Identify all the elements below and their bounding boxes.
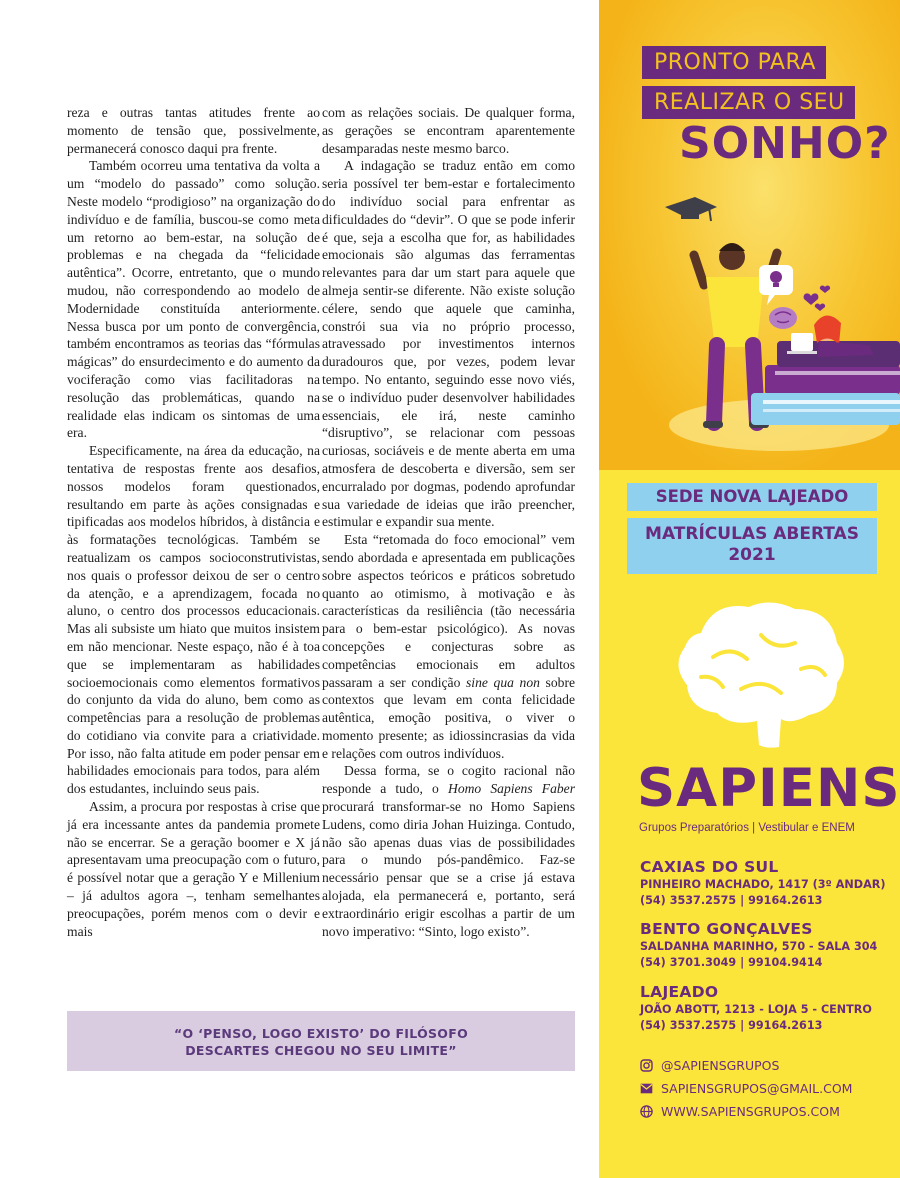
location-city: CAXIAS DO SUL xyxy=(640,858,779,876)
location-details xyxy=(640,877,885,908)
article-column-1 xyxy=(67,104,320,940)
location-phone: (54) 3701.3049 | 99104.9414 xyxy=(640,955,823,969)
location-address: PINHEIRO MACHADO, 1417 (3º ANDAR) xyxy=(640,878,886,891)
paragraph-text: Esta “retomada do foco emocional” vem sendo abordada e apresentada em publicações sobre aspectos teóricos e práticos sobretudo quanto ao otimismo, à motivação e às características da resiliência (tão necessária para o bem-estar psicológico). As novas concepções e conjecturas sobre as competências emocionais em adultos passaram a ser condição xyxy=(322,532,575,690)
location-phone: (54) 3537.2575 | 99164.2613 xyxy=(640,1018,823,1032)
paragraph xyxy=(322,762,575,940)
sapiens-advertisement xyxy=(599,0,900,1178)
headline-pill-1: PRONTO PARA xyxy=(642,46,826,79)
paragraph: reza e outras tantas atitudes frente ao momento de tensão que, possivelmente, permanecerá conosco daqui pra frente. xyxy=(67,105,320,156)
location-address: SALDANHA MARINHO, 570 - SALA 304 xyxy=(640,940,878,953)
headline-pill-2: REALIZAR O SEU xyxy=(642,86,855,119)
pull-quote xyxy=(67,1025,575,1059)
pull-quote-box xyxy=(67,1011,575,1071)
instagram-handle[interactable]: @SAPIENSGRUPOS xyxy=(661,1058,780,1073)
instagram-contact[interactable] xyxy=(640,1058,779,1073)
location-city: LAJEADO xyxy=(640,983,719,1001)
paragraph-text: sobre contextos que levam em conta felicidade autêntica, emoção positiva, o viver o momento presente; as idiossincrasias da vida e relações com outros indivíduos. xyxy=(322,674,576,761)
email-icon xyxy=(640,1083,653,1094)
paragraph-text: Dessa forma, se o cogito racional não responde a tudo, o xyxy=(322,763,575,797)
paragraph: com as relações sociais. De qualquer forma, as gerações se encontram aparentemente desamparadas neste mesmo barco. xyxy=(322,105,575,156)
location-details xyxy=(640,1002,872,1033)
paragraph: Assim, a procura por respostas à crise que já era incessante antes da pandemia promete não se encerrar. Se a geração boomer e X já apresentavam uma preocupação com o futuro, é possível notar que a geração Y e Millenium – já adultos agora –, tenham semelhantes preocupações, porém menos com o devir e mais xyxy=(67,799,320,939)
brand-tagline: Grupos Preparatórios | Vestibular e ENEM xyxy=(639,822,855,834)
headline-sonho: SONHO? xyxy=(679,118,891,169)
location-address: JOÃO ABOTT, 1213 - LOJA 5 - CENTRO xyxy=(640,1003,872,1016)
paragraph xyxy=(322,531,575,762)
location-city: BENTO GONÇALVES xyxy=(640,920,813,938)
location-phone: (54) 3537.2575 | 99164.2613 xyxy=(640,893,823,907)
pull-quote-line: “O ‘PENSO, LOGO EXISTO’ DO FILÓSOFO xyxy=(173,1026,468,1041)
paragraph: A indagação se traduz então em como seria possível ter bem-estar e fortalecimento do indivíduo social para enfrentar as dificuldades do “devir”. O que se pode inferir é que, seja a escolha que for, as habilidades emocionais são algumas das ferramentas relevantes para dar um start para aquele que almeja sentir-se diferente. Não existe solução célere, sendo que aquele que caminha, constrói sua via no próprio processo, atravessado por investimentos internos duradouros que, por vezes, podem levar tempo. No entanto, seguindo esse novo viés, se o indivíduo puder desenvolver habilidades essenciais, ele irá, neste caminho “disruptivo”, se relacionar com pessoas curiosas, sociáveis e de mente aberta em uma atmosfera de descoberta e diversão, sem ser encurralado por dogmas, podendo aprofundar sua variedade de ideias que irão preencher, estimular e expandir sua mente. xyxy=(322,158,575,530)
email-contact[interactable] xyxy=(640,1081,852,1096)
pull-quote-line: DESCARTES CHEGOU NO SEU LIMITE” xyxy=(185,1043,457,1058)
globe-icon xyxy=(640,1105,653,1118)
matriculas-badge xyxy=(627,518,877,574)
matriculas-line: MATRÍCULAS ABERTAS xyxy=(645,524,859,544)
latin-term: sine qua non xyxy=(466,674,540,690)
website-url[interactable]: WWW.SAPIENSGRUPOS.COM xyxy=(661,1104,840,1119)
paragraph: Especificamente, na área da educação, na tentativa de respostas frente aos desafios, nossos modelos foram questionados, resultando em parte às ações consignadas e tipificadas aos modelos híbridos, à distância e às formatações tecnológicas. Também se reatualizam os campos socioconstrutivistas, nos quais o professor deixou de ser o centro da atenção, e a aprendizagem, focada no aluno, o centro dos processos educacionais. Mas ali subsiste um hiato que muitos insistem em não mencionar. Neste espaço, não é à toa que se implementaram as habilidades socioemocionais como elementos formativos do conjunto da vida do aluno, bem como as competências para a resolução de problemas do cotidiano via convite para a criatividade. Por isso, não falta atitude em poder pensar em habilidades emocionais para todos, para além dos estudantes, incluindo seus pais. xyxy=(67,443,320,797)
email-address[interactable]: SAPIENSGRUPOS@GMAIL.COM xyxy=(661,1081,853,1096)
location-details xyxy=(640,939,877,970)
sede-badge: SEDE NOVA LAJEADO xyxy=(627,483,877,511)
latin-term: Homo Sapiens Faber xyxy=(448,781,575,797)
paragraph-text: procurará transformar-se no Homo Sapiens Ludens, como diria Johan Huizinga. Contudo, não são apenas duas vias de possibilidades para o mundo pós-pandêmico. Faz-se necessário pensar que se a crise já estava alojada, ela permanecerá e, portanto, será extraordinário erigir escolhas a partir de um novo imperativo: “Sinto, logo existo”. xyxy=(322,799,575,939)
instagram-icon xyxy=(640,1059,653,1072)
brand-name: SAPIENS xyxy=(637,758,900,819)
graduate-illustration xyxy=(659,195,900,465)
website-contact[interactable] xyxy=(640,1104,840,1119)
brain-logo-icon xyxy=(671,597,849,755)
matriculas-year: 2021 xyxy=(728,545,776,565)
paragraph: Também ocorreu uma tentativa da volta a um “modelo do passado” como solução. Neste modelo “prodigioso” na organização do indivíduo e de família, buscou-se como meta um retorno ao bem-estar, na solução de problemas e na chegada da “felicidade autêntica”. Ocorre, entretanto, que o mundo mudou, não correspondendo ao modelo de Modernidade constituída anteriormente. Nessa busca por um ponto de convergência, também encontramos as teorias das “fórmulas mágicas” do ensurdecimento e do aumento da vociferação como vias facilitadoras na resolução das problemáticas, quando na realidade elas indicam os sintomas de uma era. xyxy=(67,158,320,441)
article-column-2 xyxy=(322,104,575,940)
